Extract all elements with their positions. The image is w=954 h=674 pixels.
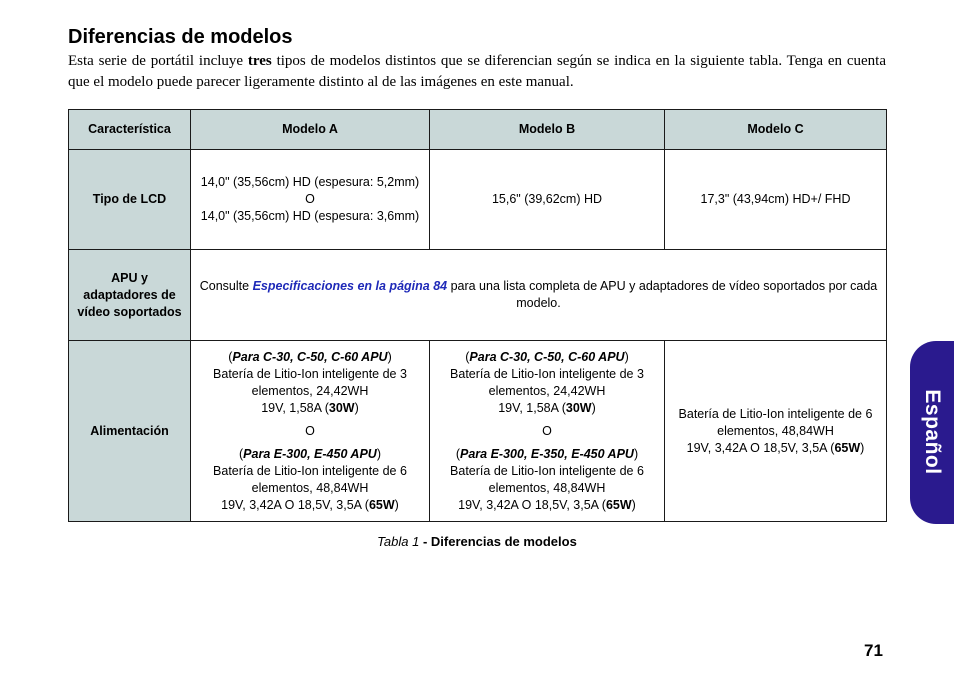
power-c-volt: 19V, 3,42A O 18,5V, 3,5A (: [686, 440, 835, 455]
caption-label: Tabla 1: [377, 534, 420, 549]
header-feature: Característica: [69, 110, 191, 150]
lcd-model-b: 15,6" (39,62cm) HD: [430, 150, 665, 250]
table-row: [69, 250, 887, 341]
power-b-model2: (Para E-300, E-350, E-450 APU): [455, 446, 639, 461]
intro-emphasis: tres: [247, 53, 272, 69]
power-b-battery1: Batería de Litio-Ion inteligente de 3 elementos, 24,42WH: [450, 366, 644, 398]
page-number: 71: [864, 641, 883, 660]
power-c-battery: Batería de Litio-Ion inteligente de 6 elementos, 48,84WH: [678, 406, 873, 438]
intro-paragraph: [68, 51, 886, 93]
row-label-apu: APU y adaptadores de vídeo soportados: [69, 250, 191, 341]
power-a-model1-name: Para C-30, C-50, C-60 APU: [232, 349, 388, 364]
power-b-volt1: 19V, 1,58A (: [498, 400, 566, 415]
table-row: [69, 341, 887, 522]
power-b-model2-name: Para E-300, E-350, E-450 APU: [460, 446, 634, 461]
lcd-a-option2: 14,0" (35,56cm) HD (espesura: 3,6mm): [200, 209, 420, 223]
power-a-model1: (Para C-30, C-50, C-60 APU): [228, 349, 392, 364]
caption-title: - Diferencias de modelos: [419, 534, 577, 549]
power-a-adapter1: 19V, 1,58A (30W): [261, 400, 359, 415]
section-title: Diferencias de modelos: [68, 26, 293, 48]
power-b-watt2: 65W: [605, 497, 632, 512]
apu-note-start: Consulte: [199, 279, 253, 293]
power-a-battery1: Batería de Litio-Ion inteligente de 3 elementos, 24,42WH: [213, 366, 407, 398]
header-model-b: Modelo B: [430, 110, 665, 150]
power-b-adapter2: 19V, 3,42A O 18,5V, 3,5A (65W): [458, 497, 636, 512]
power-b-model1-name: Para C-30, C-50, C-60 APU: [469, 349, 625, 364]
power-a-volt2: 19V, 3,42A O 18,5V, 3,5A (: [221, 497, 369, 512]
power-model-a: [191, 341, 430, 522]
language-tab-label: Español: [921, 389, 944, 475]
table-caption: [0, 534, 954, 549]
power-b-adapter1: 19V, 1,58A (30W): [498, 400, 596, 415]
intro-text-end: tipos de modelos distintos que se diferencian según se indica en la siguiente tabla. Tenga en cuenta que el modelo puede parecer ligeramente distinto al de las imágenes en este manual.: [68, 53, 886, 90]
power-c-adapter: 19V, 3,42A O 18,5V, 3,5A (65W): [686, 440, 865, 455]
power-a-or: O: [305, 423, 315, 438]
power-a-watt1: 30W: [328, 400, 355, 415]
power-b-battery2: Batería de Litio-Ion inteligente de 6 elementos, 48,84WH: [450, 463, 644, 495]
lcd-model-c: 17,3" (43,94cm) HD+/ FHD: [665, 150, 887, 250]
power-model-b: [430, 341, 665, 522]
lcd-a-option1: 14,0" (35,56cm) HD (espesura: 5,2mm): [200, 175, 420, 189]
power-c-watt: 65W: [834, 440, 861, 455]
apu-note-end: para una lista completa de APU y adaptadores de vídeo soportados por cada modelo.: [447, 279, 878, 310]
power-a-adapter2: 19V, 3,42A O 18,5V, 3,5A (65W): [221, 497, 399, 512]
table-row: [69, 150, 887, 250]
power-model-c: [665, 341, 887, 522]
apu-note: [191, 250, 887, 341]
power-b-volt2: 19V, 3,42A O 18,5V, 3,5A (: [458, 497, 606, 512]
power-a-watt2: 65W: [368, 497, 395, 512]
row-label-lcd: Tipo de LCD: [69, 150, 191, 250]
specifications-link[interactable]: Especificaciones en la página 84: [252, 279, 448, 293]
power-a-model2: (Para E-300, E-450 APU): [239, 446, 381, 461]
header-model-c: Modelo C: [665, 110, 887, 150]
power-b-watt1: 30W: [565, 400, 592, 415]
row-label-power: Alimentación: [69, 341, 191, 522]
power-a-model2-name: Para E-300, E-450 APU: [243, 446, 377, 461]
power-b-model1: (Para C-30, C-50, C-60 APU): [465, 349, 629, 364]
power-a-battery2: Batería de Litio-Ion inteligente de 6 elementos, 48,84WH: [213, 463, 407, 495]
table-header-row: [69, 110, 887, 150]
header-model-a: Modelo A: [191, 110, 430, 150]
power-b-or: O: [542, 423, 552, 438]
power-a-volt1: 19V, 1,58A (: [261, 400, 329, 415]
intro-text-start: Esta serie de portátil incluye: [68, 53, 248, 69]
model-differences-table: [68, 109, 887, 522]
lcd-a-or: O: [305, 192, 315, 206]
lcd-model-a: [191, 150, 430, 250]
